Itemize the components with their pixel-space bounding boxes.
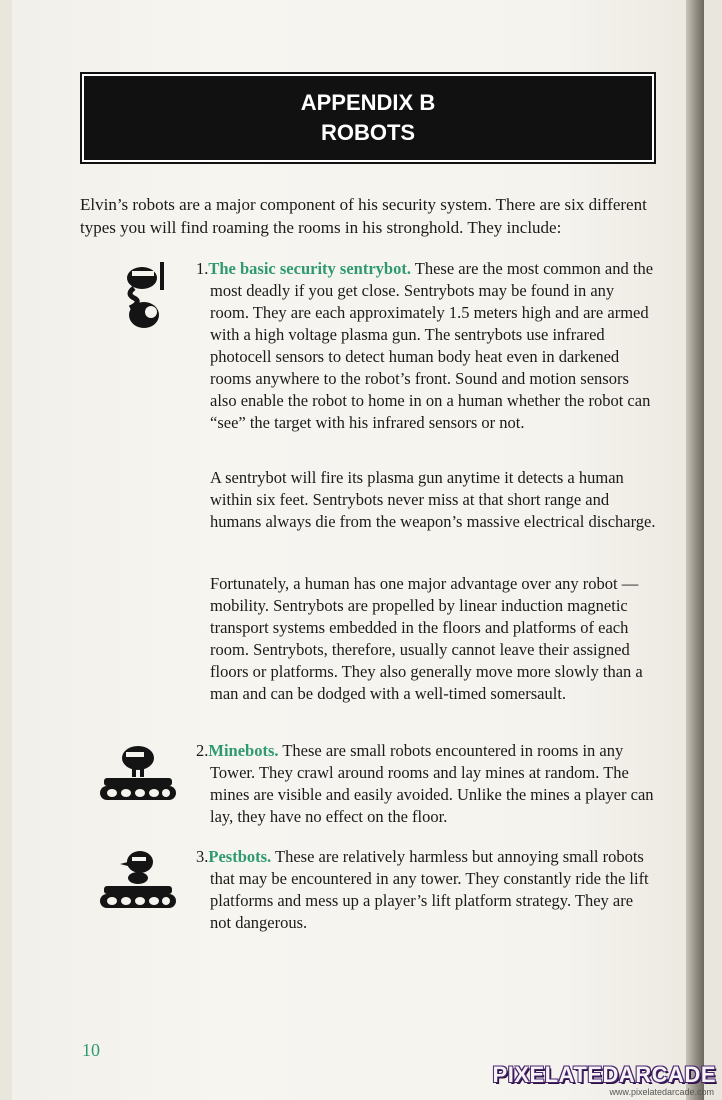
- robot-description: These are the most common and the most deadly if you get close. Sentrybots may be found in any room. They are each approximately 1.5 meters high and are armed with a high voltage plasma gun. The sentrybots use infrared photocell sensors to detect human body heat even in darkened rooms anywhere to the robot’s front. Sound and motion sensors also enable the robot to home in on a human whether the robot can “see” the target with his infrared sensors or not.: [210, 259, 654, 432]
- appendix-heading: APPENDIX B: [300, 90, 436, 115]
- sentrybot-paragraph: Fortunately, a human has one major advantage over any robot — mobility. Sentrybots are propelled by linear induction magnetic transport systems embedded in the floors and platforms of each room. Sentrybots, therefore, usually cannot leave their assigned floors or platforms. They also generally move more slowly than a man and can be dodged with a well-timed somersault.: [210, 574, 643, 703]
- appendix-title-banner: [80, 72, 656, 164]
- page-number: 10: [82, 1040, 100, 1060]
- robot-entry-sentrybot: [196, 258, 656, 434]
- watermark-url: www.pixelatedarcade.com: [609, 1087, 714, 1097]
- intro-paragraph: Elvin’s robots are a major component of his security system. There are six different types you will find roaming the rooms in his stronghold. They include:: [80, 195, 647, 237]
- minebot-icon: [98, 742, 178, 802]
- robot-number: 3.: [196, 847, 209, 866]
- robot-title: Pestbots.: [208, 847, 272, 866]
- pestbot-icon: [98, 848, 178, 912]
- robot-description: These are relatively harmless but annoying small robots that may be encountered in any tower. They constantly ride the lift platforms and mess up a player’s lift platform strategy. They are not dangerous.: [210, 847, 649, 932]
- document-page: [12, 0, 704, 1100]
- sentrybot-paragraph: A sentrybot will fire its plasma gun anytime it detects a human within six feet. Sentrybots never miss at that short range and humans always die from the weapon’s massive electrical discharge.: [210, 468, 656, 531]
- watermark-brand: PIXELATEDARCADE: [492, 1062, 716, 1087]
- robot-title: Minebots.: [208, 741, 279, 760]
- robot-description: These are small robots encountered in rooms in any Tower. They crawl around rooms and lay mines at random. The mines are visible and easily avoided. Unlike the mines a player can lay, they have no effect on the floor.: [210, 741, 654, 826]
- robot-entry-pestbot: [196, 846, 656, 934]
- page-spine-edge: [686, 0, 704, 1100]
- robot-number: 2.: [196, 741, 209, 760]
- robot-title: The basic security sentrybot.: [208, 259, 411, 278]
- sentrybot-icon: [116, 258, 178, 334]
- appendix-subtitle: ROBOTS: [320, 120, 416, 145]
- robot-number: 1.: [196, 259, 209, 278]
- robot-entry-minebot: [196, 740, 656, 828]
